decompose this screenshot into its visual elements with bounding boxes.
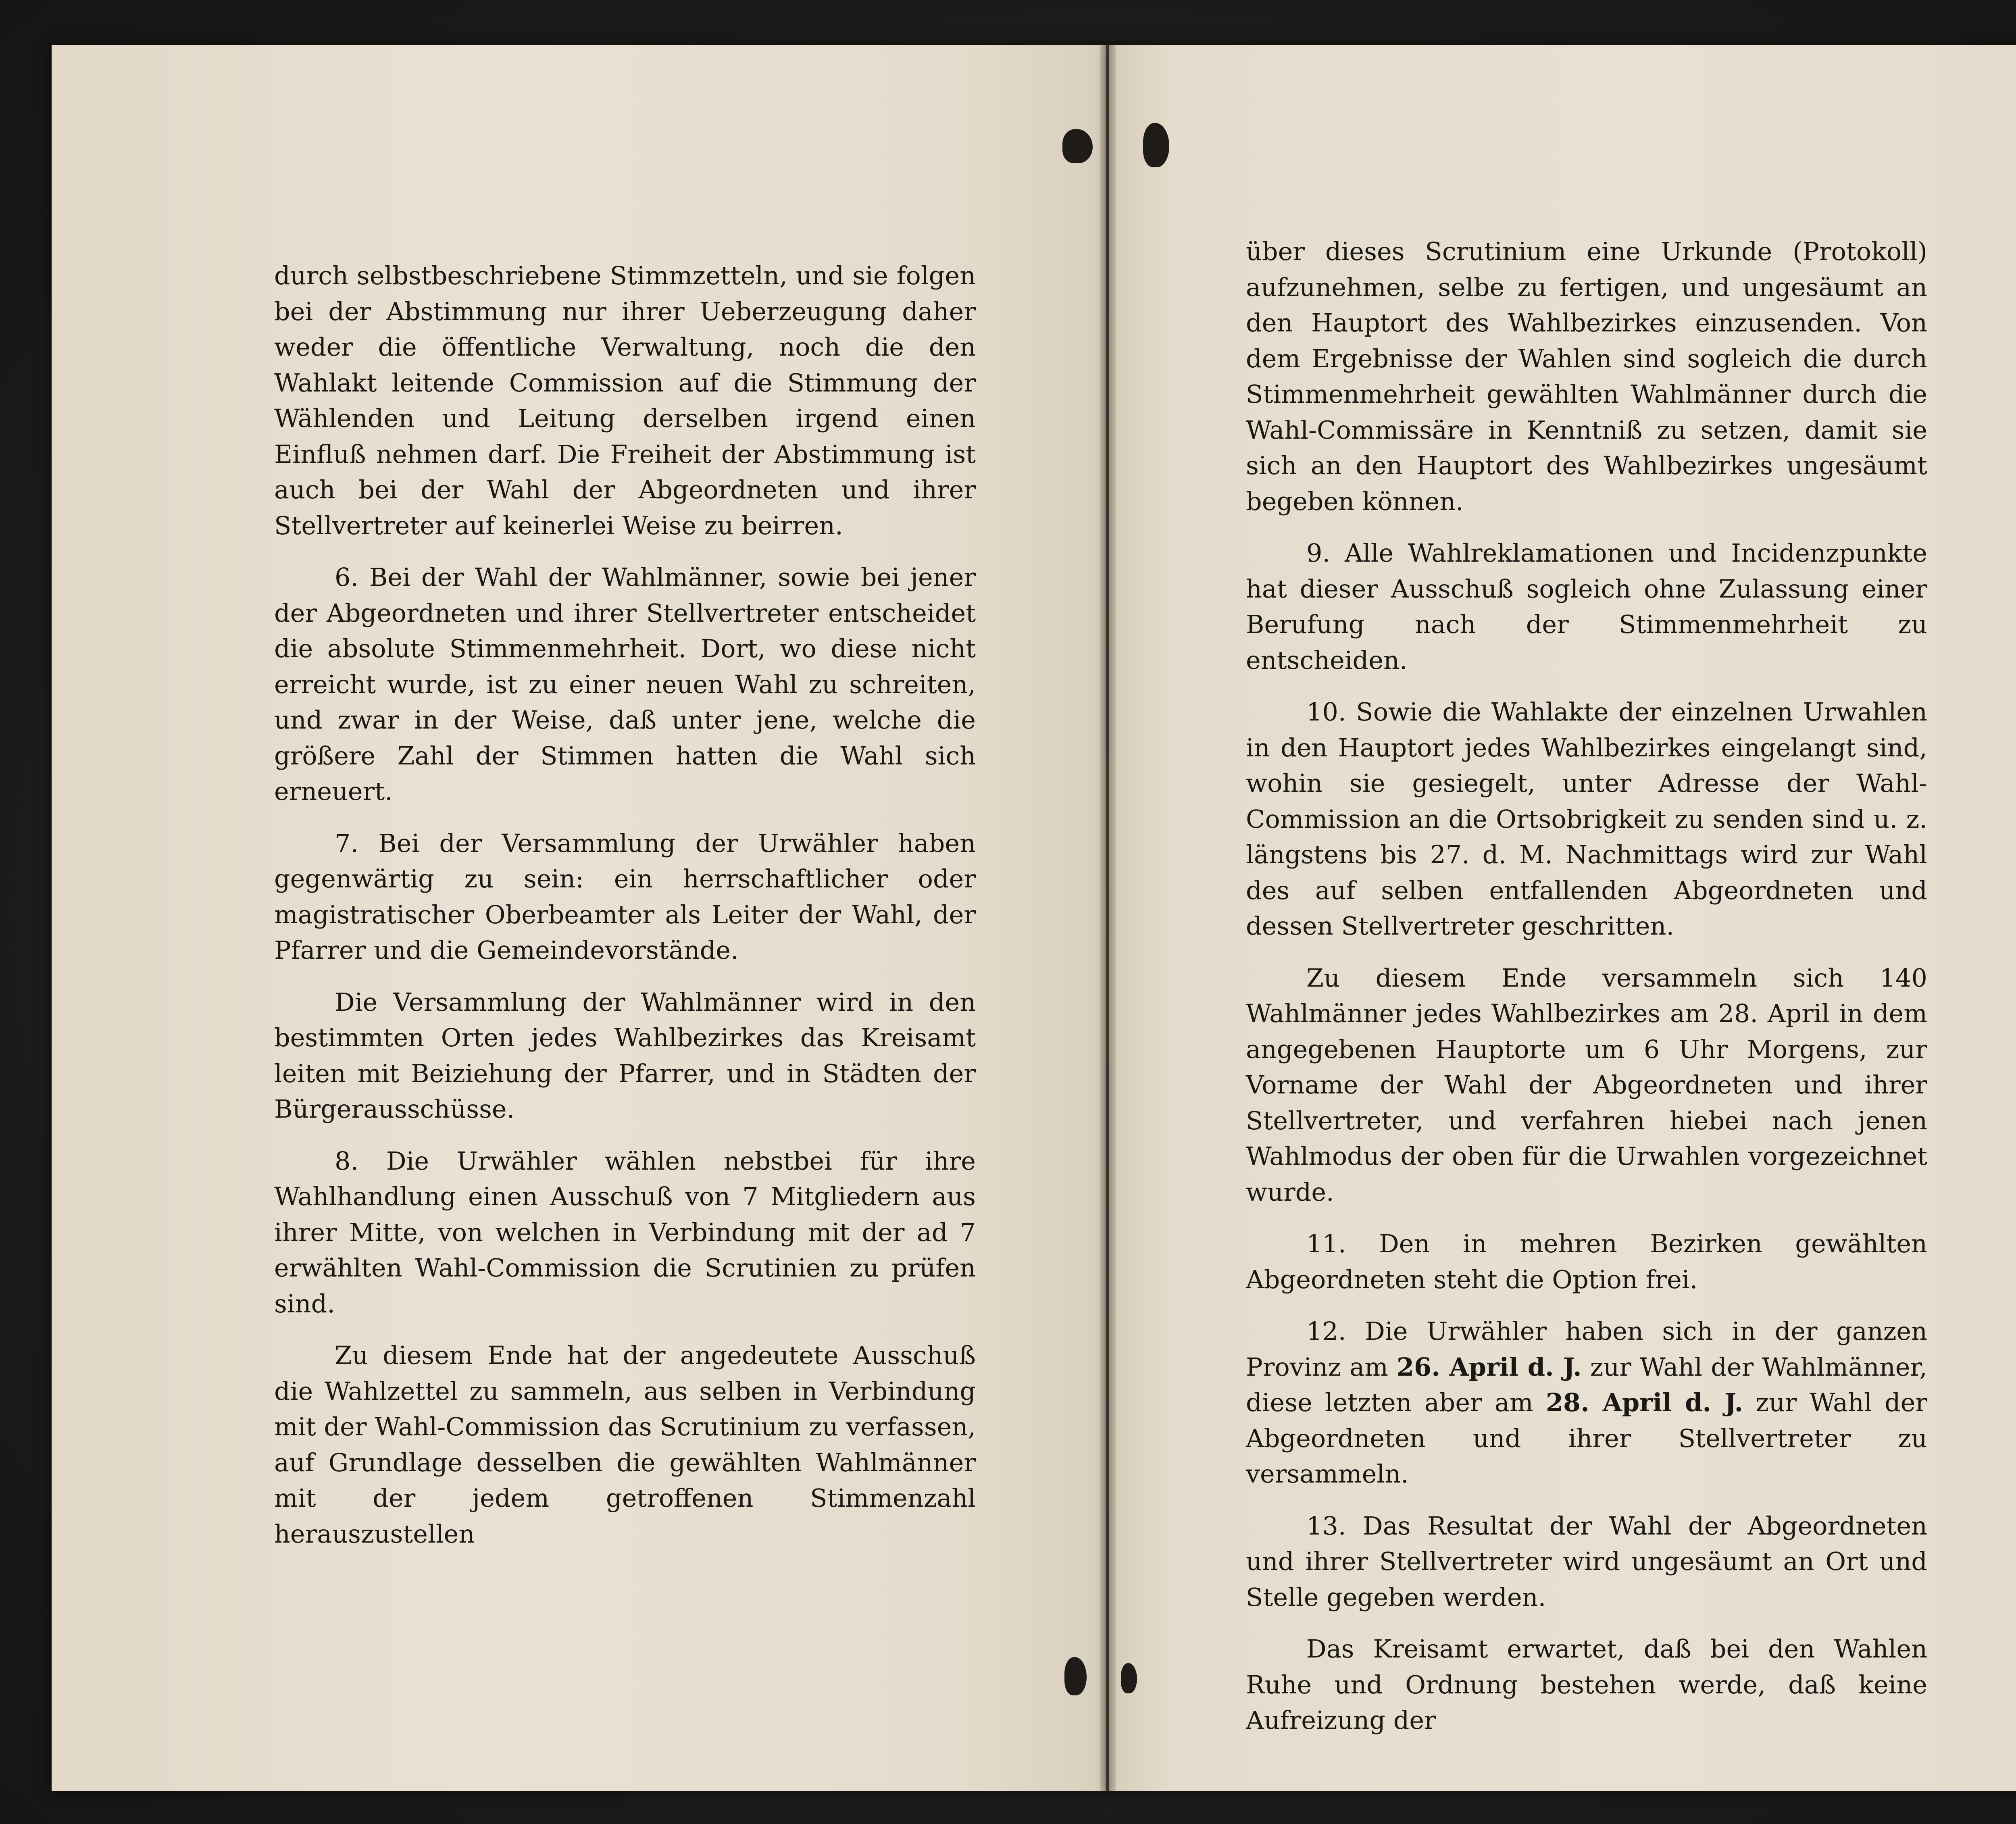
paragraph-11: 11. Den in mehren Bezirken gewählten Abgeordneten steht die Option frei. — [1246, 1229, 1927, 1294]
paragraph-continuation: durch selbstbeschriebene Stimmzetteln, und sie folgen bei der Abstimmung nur ihrer Ueberzeugung daher weder die öffentliche Verwaltung, noch die den Wahlakt leitende Commission auf die Stimmung der Wählenden und Leitung derselben irgend einen Einfluß nehmen darf. Die Freiheit der Abstimmung ist auch bei der Wahl der Abgeordneten und ihrer Stellvertreter auf keinerlei Weise zu beirren. — [274, 261, 976, 540]
binding-hole-top-right — [1143, 123, 1169, 167]
binding-hole-bottom-left — [1064, 1657, 1087, 1695]
paragraph-6: 6. Bei der Wahl der Wahlmänner, sowie bei jener der Abgeordneten und ihrer Stellvertreter entscheidet die absolute Stimmenmehrheit. Dort, wo diese nicht erreicht wurde, ist zu einer neuen Wahl zu schreiten, und zwar in der Weise, daß unter jene, welche die größere Zahl der Stimmen hatten die Wahl sich erneuert. — [274, 562, 976, 806]
paragraph-10: 10. Sowie die Wahlakte der einzelnen Urwahlen in den Hauptort jedes Wahlbezirkes eingelangt sind, wohin sie gesiegelt, unter Adresse der Wahl-Commission an die Ortsobrigkeit zu senden sind u. z. längstens bis 27. d. M. Nachmittags wird zur Wahl des auf selben entfallenden Abgeordneten und dessen Stellvertreter geschritten. — [1246, 697, 1927, 941]
paragraph-protokoll: über dieses Scrutinium eine Urkunde (Protokoll) aufzunehmen, selbe zu fertigen, und ungesäumt an den Hauptort des Wahlbezirkes einzusenden. Von dem Ergebnisse der Wahlen sind sogleich die durch Stimmenmehrheit gewählten Wahlmänner durch die Wahl-Commissäre in Kenntniß zu setzen, damit sie sich an den Hauptort des Wahlbezirkes ungesäumt begeben können. — [1246, 237, 1927, 516]
paragraph-8: 8. Die Urwähler wählen nebstbei für ihre Wahlhandlung einen Ausschuß von 7 Mitgliedern aus ihrer Mitte, von welchen in Verbindung mit der ad 7 erwählten Wahl-Commission die Scrutinien zu prüfen sind. — [274, 1146, 976, 1318]
paragraph-wahlmaenner-versammlung: Die Versammlung der Wahlmänner wird in den bestimmten Orten jedes Wahlbezirkes das Kreisamt leiten mit Beiziehung der Pfarrer, und in Städten der Bürgerausschüsse. — [274, 987, 976, 1124]
p12-date-28-april: 28. April d. J. — [1545, 1388, 1743, 1417]
paragraph-7: 7. Bei der Versammlung der Urwähler haben gegenwärtig zu sein: ein herrschaftlicher oder magistratischer Oberbeamter als Leiter der Wahl, der Pfarrer und die Gemeindevorstände. — [274, 828, 976, 965]
center-fold — [1100, 45, 1116, 1791]
binding-hole-top-left — [1062, 129, 1093, 163]
paragraph-9: 9. Alle Wahlreklamationen und Incidenzpunkte hat dieser Ausschuß sogleich ohne Zulassung einer Berufung nach der Stimmenmehrheit zu entscheiden. — [1246, 538, 1927, 675]
p12-start: 12. Die Urwähler haben sich in der ganzen Provinz am — [1246, 1316, 1927, 1382]
paragraph-12 — [1246, 1314, 1927, 1492]
left-text-column — [274, 258, 976, 1568]
p12-end: zur Wahl der Abgeordneten und ihrer Stellvertreter zu versammeln. — [1246, 1388, 1927, 1489]
paragraph-ausschuss: Zu diesem Ende hat der angedeutete Ausschuß die Wahlzettel zu sammeln, aus selben in Verbindung mit der Wahl-Commission das Scrutinium zu verfassen, auf Grundlage desselben die gewählten Wahlmänner mit der jedem getroffenen Stimmenzahl herauszustellen — [274, 1341, 976, 1549]
p12-mid: zur Wahl der Wahlmänner, diese letzten aber am — [1246, 1352, 1928, 1417]
binding-hole-bottom-right — [1121, 1663, 1137, 1693]
right-text-column — [1246, 234, 1927, 1755]
paragraph-wahlmaenner-140: Zu diesem Ende versammeln sich 140 Wahlmänner jedes Wahlbezirkes am 28. April in dem angegebenen Hauptorte um 6 Uhr Morgens, zur Vorname der Wahl der Abgeordneten und ihrer Stellvertreter, und verfahren hiebei nach jenen Wahlmodus der oben für die Urwahlen vorgezeichnet wurde. — [1246, 963, 1927, 1207]
paragraph-13: 13. Das Resultat der Wahl der Abgeordneten und ihrer Stellvertreter wird ungesäumt an Ort und Stelle gegeben werden. — [1246, 1511, 1927, 1612]
paragraph-kreisamt: Das Kreisamt erwartet, daß bei den Wahlen Ruhe und Ordnung bestehen werde, daß keine Aufreizung der — [1246, 1634, 1927, 1735]
p12-date-26-april: 26. April d. J. — [1396, 1352, 1582, 1382]
